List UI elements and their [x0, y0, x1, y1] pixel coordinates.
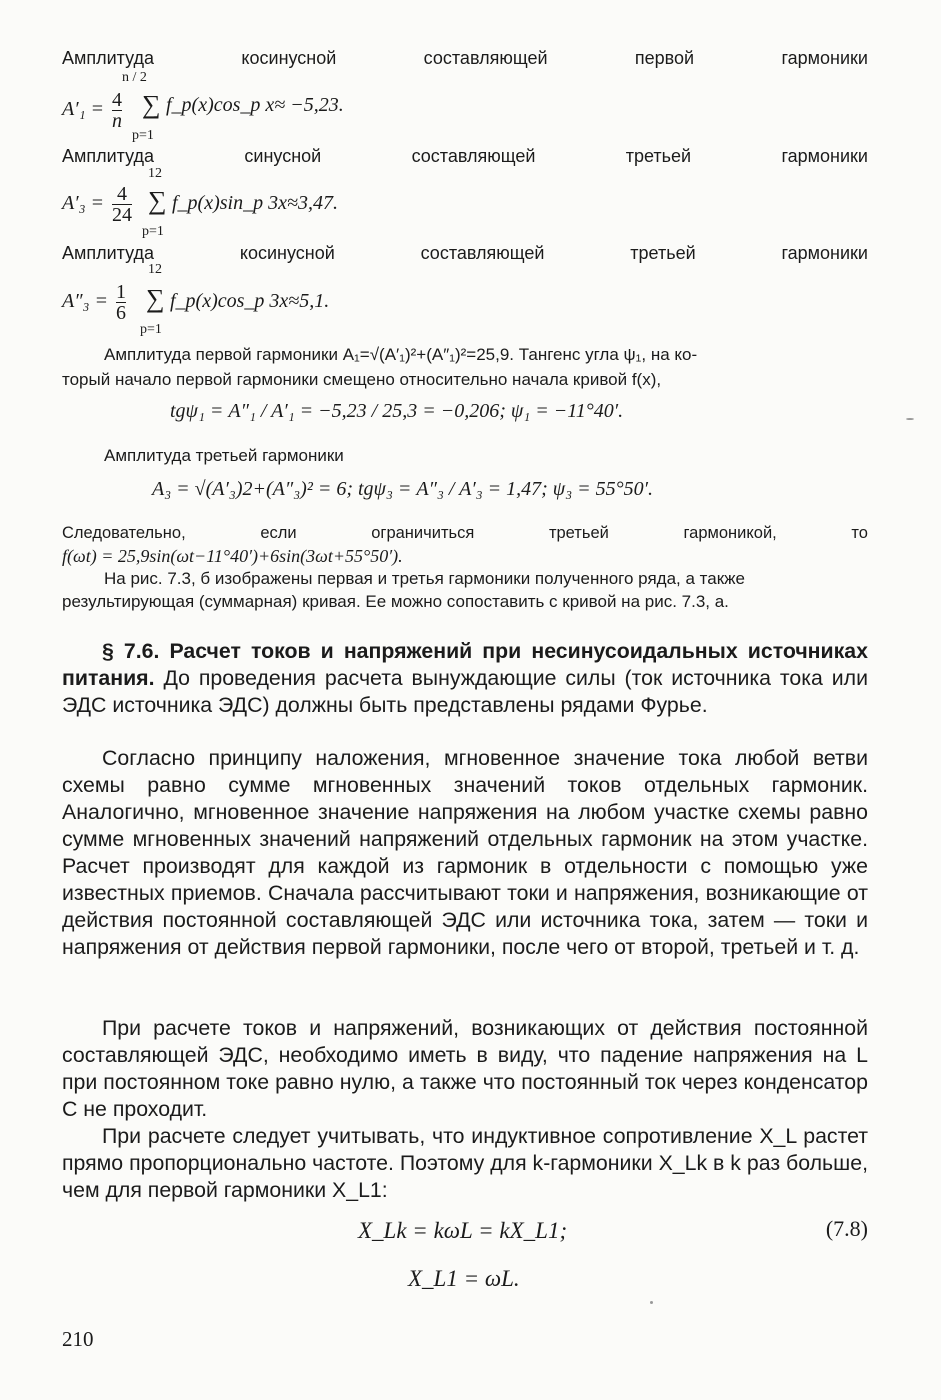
equation-7-8: X_Lk = kωL = kX_L1;: [358, 1218, 568, 1243]
phase-shift-text: торый начало первой гармоники смещено относительно начала кривой f(x),: [62, 370, 662, 389]
page-number: 210: [62, 1327, 94, 1351]
paragraph-superposition: Согласно принципу наложения, мгновенное значение тока любой ветви схемы равно сумме мгновенных значений токов отдельных гармоник. Аналогично, мгновенное значение напряжения на любом участке схемы равно сумме мгновенных значений напряжений отдельных гармоник на этом участке. Расчет производят для каждой из гармоник в отдельности с помощью уже известных приемов. Сначала рассчитывают токи и напряжения, возникающие от действия постоянной составляющей ЭДС или источника тока, затем — токи и напряжения от действия первой гармоники, после чего от второй, третьей и т. д.: [62, 746, 868, 959]
figure-reference-text-1: На рис. 7.3, б изображены первая и третья гармоники полученного ряда, а также: [104, 569, 745, 588]
scan-speck: [650, 1301, 653, 1304]
section-7-6: [62, 638, 868, 746]
sum-sign: ∑: [146, 284, 165, 313]
conclusion-line: Следовательно, если ограничиться третьей гармоникой, то: [62, 524, 868, 542]
first-harmonic-amplitude-text: Амплитуда первой гармоники A₁=√(A′₁)²+(A″₁)²=25,9. Тангенс угла ψ₁, на ко-: [104, 345, 698, 364]
book-page: Амплитуда косинусной составляющей первой гармоники n / 2 A′₁ = $\frac{4}{n}$ ∑ f_p(x)cos_p x≈ −5,23. p=1 Амплитуда синусной составляющей третьей гармоники 12 A′₃ = $\frac{4}{24}$ ∑ f_p(x)sin_p 3x≈3,47. p=1 Амплитуда косинусной составляющей третьей гармоники 12 A″₃ = $\frac{1}{6}$ ∑ f_p(x)cos_p 3x≈5,1. p=1 Амплитуда первой гармоники A₁=√(A′₁)²+(A″₁)²=25,9. Тангенс угла ψ₁, на ко- торый начало первой гармоники смещено относительно начала кривой f(x), tgψ₁ = A″₁ / A′₁ = −5,23 / 25,3 = −0,206; ψ₁ = −11°40′. Амплитуда третьей гармоники A₃ = √(A′₃)2+(A″₃)² = 6; tgψ₃ = A″₃ / A′₃ = 1,47; ψ₃ = 55°50′. Следовательно, если ограничиться третьей гармоникой, то f(ωt) = 25,9sin(ωt−11°40′)+6sin(3ωt+55°50′). На рис. 7.3, б изображены первая и третья гармоники полученного ряда, а также результирующая (суммарная) кривая. Ее можно сопоставить с кривой на рис. 7.3, а. § 7.6. Расчет токов и напряжений при несинусоидальных источниках питания. До проведения расчета вынуждающие силы (ток источника тока или ЭДС источника ЭДС) должны быть представлены рядами Фурье. Согласно принципу наложения, мгновенное значение тока любой ветви схемы равно сумме мгновенных значений токов отдельных гармоник. Аналогично, мгновенное значение напряжения на любом участке схемы равно сумме мгновенных значений напряжений отдельных гармоник на этом участке. Расчет производят для каждой из гармоник в отдельности с помощью уже известных приемов. Сначала рассчитывают токи и напряжения, возникающие от действия постоянной составляющей ЭДС или источника тока, затем — токи и напряжения от действия первой гармоники, после чего от второй, третьей и т. д. При расчете токов и напряжений, возникающих от действия постоянной составляющей ЭДС, необходимо иметь в виду, что падение напряжения на L при постоянном токе равно нулю, а также что постоянный ток через конденсатор C не проходит. При расчете следует учитывать, что индуктивное сопротивление X_L растет прямо пропорционально частоте. Поэтому для k-гармоники X_Lk в k раз больше, чем для первой гармоники X_L1: X_Lk = kωL = kX_L1; (7.8) X_L1 = ωL. 210: [0, 0, 941, 1400]
sum-sign: ∑: [142, 90, 161, 119]
line-amplitude-sin-third: Амплитуда синусной составляющей третьей гармоники: [62, 146, 868, 166]
line-amplitude-cos-first: Амплитуда косинусной составляющей первой гармоники: [62, 48, 868, 68]
equation-xl1: X_L1 = ωL.: [408, 1266, 520, 1291]
amplitude-third-equation: A₃ = √(A′₃)2+(A″₃)² = 6; tgψ₃ = A″₃ / A′₃ = 1,47; ψ₃ = 55°50′.: [152, 478, 654, 500]
equation-number: (7.8): [825, 1216, 868, 1241]
tangent-equation-1: tgψ₁ = A″₁ / A′₁ = −5,23 / 25,3 = −0,206; ψ₁ = −11°40′.: [170, 400, 624, 422]
section-heading: § 7.6. Расчет токов и напряжений при несинусоидальных источниках питания.: [62, 639, 868, 690]
line-amplitude-cos-third: Амплитуда косинусной составляющей третьей гармоники: [62, 243, 868, 263]
section-intro: До проведения расчета вынуждающие силы (ток источника тока или ЭДС источника ЭДС) должны быть представлены рядами Фурье.: [62, 666, 869, 717]
sum-sign: ∑: [148, 186, 167, 215]
figure-reference-text-2: результирующая (суммарная) кривая. Ее можно сопоставить с кривой на рис. 7.3, а.: [62, 592, 729, 611]
paragraph-inductive-reactance: При расчете следует учитывать, что индуктивное сопротивление X_L растет прямо пропорционально частоте. Поэтому для k-гармоники X_Lk в k раз больше, чем для первой гармоники X_L1:: [62, 1124, 868, 1202]
paragraph-dc-component: При расчете токов и напряжений, возникающих от действия постоянной составляющей ЭДС, необходимо иметь в виду, что падение напряжения на L при постоянном токе равно нулю, а также что постоянный ток через конденсатор C не проходит.: [62, 1016, 868, 1121]
third-harmonic-heading: Амплитуда третьей гармоники: [104, 446, 344, 465]
result-function: f(ωt) = 25,9sin(ωt−11°40′)+6sin(3ωt+55°50′).: [62, 546, 403, 566]
scan-speck: [906, 418, 914, 420]
